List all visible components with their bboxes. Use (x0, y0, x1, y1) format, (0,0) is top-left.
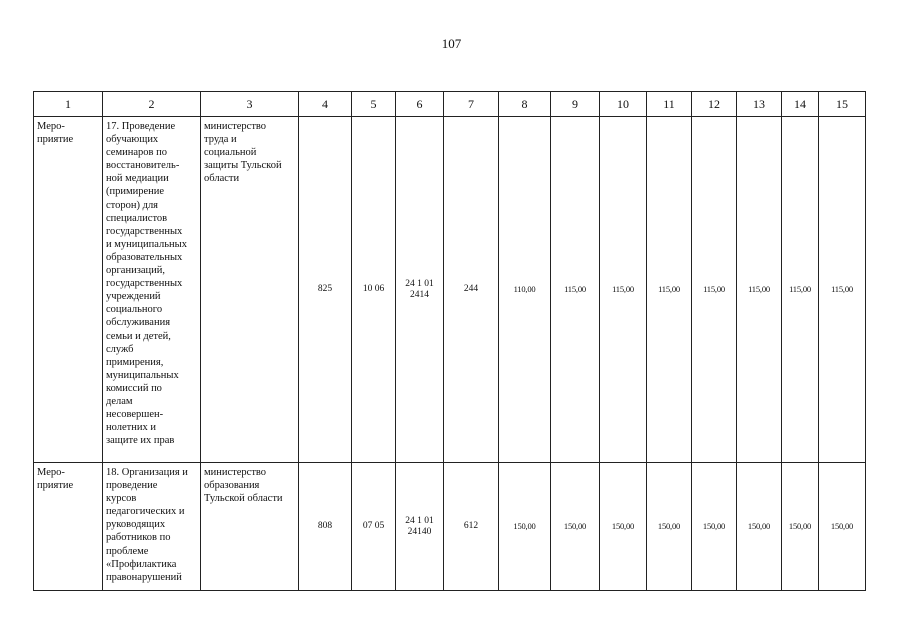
table-row (34, 117, 866, 463)
amount-cell: 150,00 (692, 463, 737, 591)
amount-cell: 150,00 (600, 463, 647, 591)
row-type-cell: Меро- приятие (34, 463, 103, 591)
column-header: 14 (782, 92, 819, 117)
code-cell: 10 06 (352, 117, 396, 463)
code-cell: 24 1 01 2414 (396, 117, 444, 463)
table-header-row (34, 92, 866, 117)
column-header: 12 (692, 92, 737, 117)
column-header: 4 (299, 92, 352, 117)
column-header: 7 (444, 92, 499, 117)
code-cell: 24 1 01 24140 (396, 463, 444, 591)
column-header: 15 (819, 92, 866, 117)
measure-name-cell: 17. Проведение обучающих семинаров по восстановитель- ной медиации (примирение сторон) для специалистов государственных и муниципальных образовательных организаций, государственных учреждений социального обслуживания семьи и детей, служб примирения, муниципальных комиссий по делам несовершен- нолетних и защите их прав (103, 117, 201, 463)
code-cell: 244 (444, 117, 499, 463)
column-header: 11 (647, 92, 692, 117)
column-header: 9 (551, 92, 600, 117)
amount-cell: 115,00 (600, 117, 647, 463)
code-cell: 825 (299, 117, 352, 463)
code-cell: 07 05 (352, 463, 396, 591)
measure-name-cell: 18. Организация и проведение курсов педагогических и руководящих работников по проблеме «Профилактика правонарушений (103, 463, 201, 591)
amount-cell: 150,00 (737, 463, 782, 591)
amount-cell: 115,00 (647, 117, 692, 463)
column-header: 13 (737, 92, 782, 117)
column-header: 3 (201, 92, 299, 117)
column-header: 6 (396, 92, 444, 117)
amount-cell: 150,00 (819, 463, 866, 591)
amount-cell: 150,00 (499, 463, 551, 591)
column-header: 5 (352, 92, 396, 117)
code-cell: 612 (444, 463, 499, 591)
amount-cell: 115,00 (782, 117, 819, 463)
amount-cell: 115,00 (737, 117, 782, 463)
column-header: 1 (34, 92, 103, 117)
page-number: 107 (441, 36, 462, 51)
amount-cell: 110,00 (499, 117, 551, 463)
executor-cell: министерство труда и социальной защиты Тульской области (201, 117, 299, 463)
amount-cell: 150,00 (647, 463, 692, 591)
executor-cell: министерство образования Тульской области (201, 463, 299, 591)
code-cell: 808 (299, 463, 352, 591)
amount-cell: 115,00 (551, 117, 600, 463)
amount-cell: 150,00 (551, 463, 600, 591)
column-header: 10 (600, 92, 647, 117)
row-type-cell: Меро- приятие (34, 117, 103, 463)
amount-cell: 115,00 (819, 117, 866, 463)
column-header: 2 (103, 92, 201, 117)
amount-cell: 115,00 (692, 117, 737, 463)
table-row (34, 463, 866, 591)
budget-table (33, 91, 866, 591)
column-header: 8 (499, 92, 551, 117)
amount-cell: 150,00 (782, 463, 819, 591)
